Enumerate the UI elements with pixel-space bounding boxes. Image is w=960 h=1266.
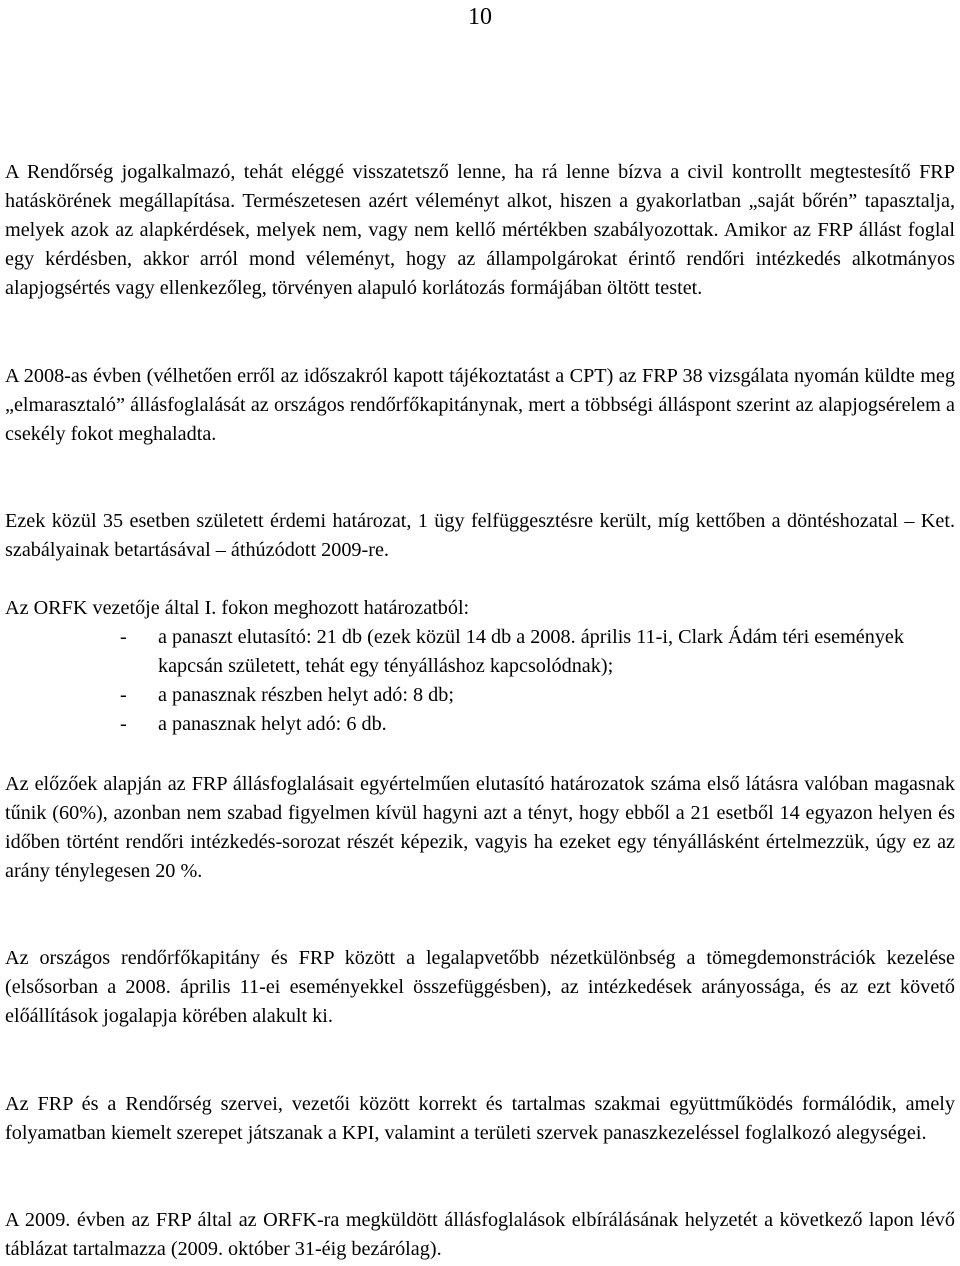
list-item	[120, 681, 960, 710]
paragraph-2: A 2008-as évben (vélhetően erről az időszakról kapott tájékoztatást a CPT) az FRP 38 vizsgálata nyomán küldte meg „elmarasztaló” állásfoglalását az országos rendőrfőkapitánynak, mert a többségi álláspont szerint az alapjogsérelem a csekély fokot meghaladta.	[5, 365, 955, 445]
page-number: 10	[468, 4, 492, 30]
paragraph-6: Az FRP és a Rendőrség szervei, vezetői között korrekt és tartalmas szakmai együttműködés formálódik, amely folyamatban kiemelt szerepet játszanak a KPI, valamint a területi szervek panaszkezeléssel foglalkozó alegységei.	[5, 1093, 955, 1144]
paragraph-5: Az országos rendőrfőkapitány és FRP között a legalapvetőbb nézetkülönbség a tömegdemonstrációk kezelése (elsősorban a 2008. április 11-ei eseményekkel összefüggésben), az intézkedések arányossága, és az ezt követő előállítások jogalapja körében alakult ki.	[5, 947, 955, 1027]
list-item-text: a panasznak helyt adó: 6 db.	[158, 713, 387, 735]
list-dash: -	[120, 713, 127, 735]
paragraph-3: Ezek közül 35 esetben született érdemi határozat, 1 ügy felfüggesztésre került, míg kettőben a döntéshozatal – Ket. szabályainak betartásával – áthúzódott 2009-re.	[5, 510, 955, 561]
list-dash: -	[120, 626, 127, 648]
list-item-text: a panaszt elutasító: 21 db (ezek közül 14 db a 2008. április 11-i, Clark Ádám téri események kapcsán született, tehát egy tényálláshoz kapcsolódnak);	[158, 626, 904, 677]
list-item	[120, 623, 960, 681]
list-dash: -	[120, 684, 127, 706]
paragraph-1: A Rendőrség jogalkalmazó, tehát eléggé visszatetsző lenne, ha rá lenne bízva a civil kontrollt megtestesítő FRP hatáskörének megállapítása. Természetesen azért véleményt alkot, hiszen a gyakorlatban „saját bőrén” tapasztalja, melyek azok az alapkérdések, melyek nem, vagy nem kellő mértékben szabályozottak. Amikor az FRP állást foglal egy kérdésben, akkor arról mond véleményt, hogy az állampolgárokat érintő rendőri intézkedés alkotmányos alapjogsértés vagy ellenkezőleg, törvényen alapuló korlátozás formájában öltött testet.	[5, 161, 955, 299]
decision-list	[120, 623, 960, 739]
list-item-text: a panasznak részben helyt adó: 8 db;	[158, 684, 454, 706]
paragraph-7: A 2009. évben az FRP által az ORFK-ra megküldött állásfoglalások elbírálásának helyzetét a következő lapon lévő táblázat tartalmazza (2009. október 31-éig bezárólag).	[5, 1209, 955, 1260]
list-item	[120, 710, 960, 739]
paragraph-4: Az előzőek alapján az FRP állásfoglalásait egyértelműen elutasító határozatok száma első látásra valóban magasnak tűnik (60%), azonban nem szabad figyelmen kívül hagyni azt a tényt, hogy ebből a 21 esetből 14 egyazon helyen és időben történt rendőri intézkedés-sorozat részét képezik, vagyis ha ezeket egy tényállásként értelmezzük, úgy ez az arány ténylegesen 20 %.	[5, 773, 955, 882]
list-intro: Az ORFK vezetője által I. fokon meghozott határozatból:	[5, 597, 470, 619]
